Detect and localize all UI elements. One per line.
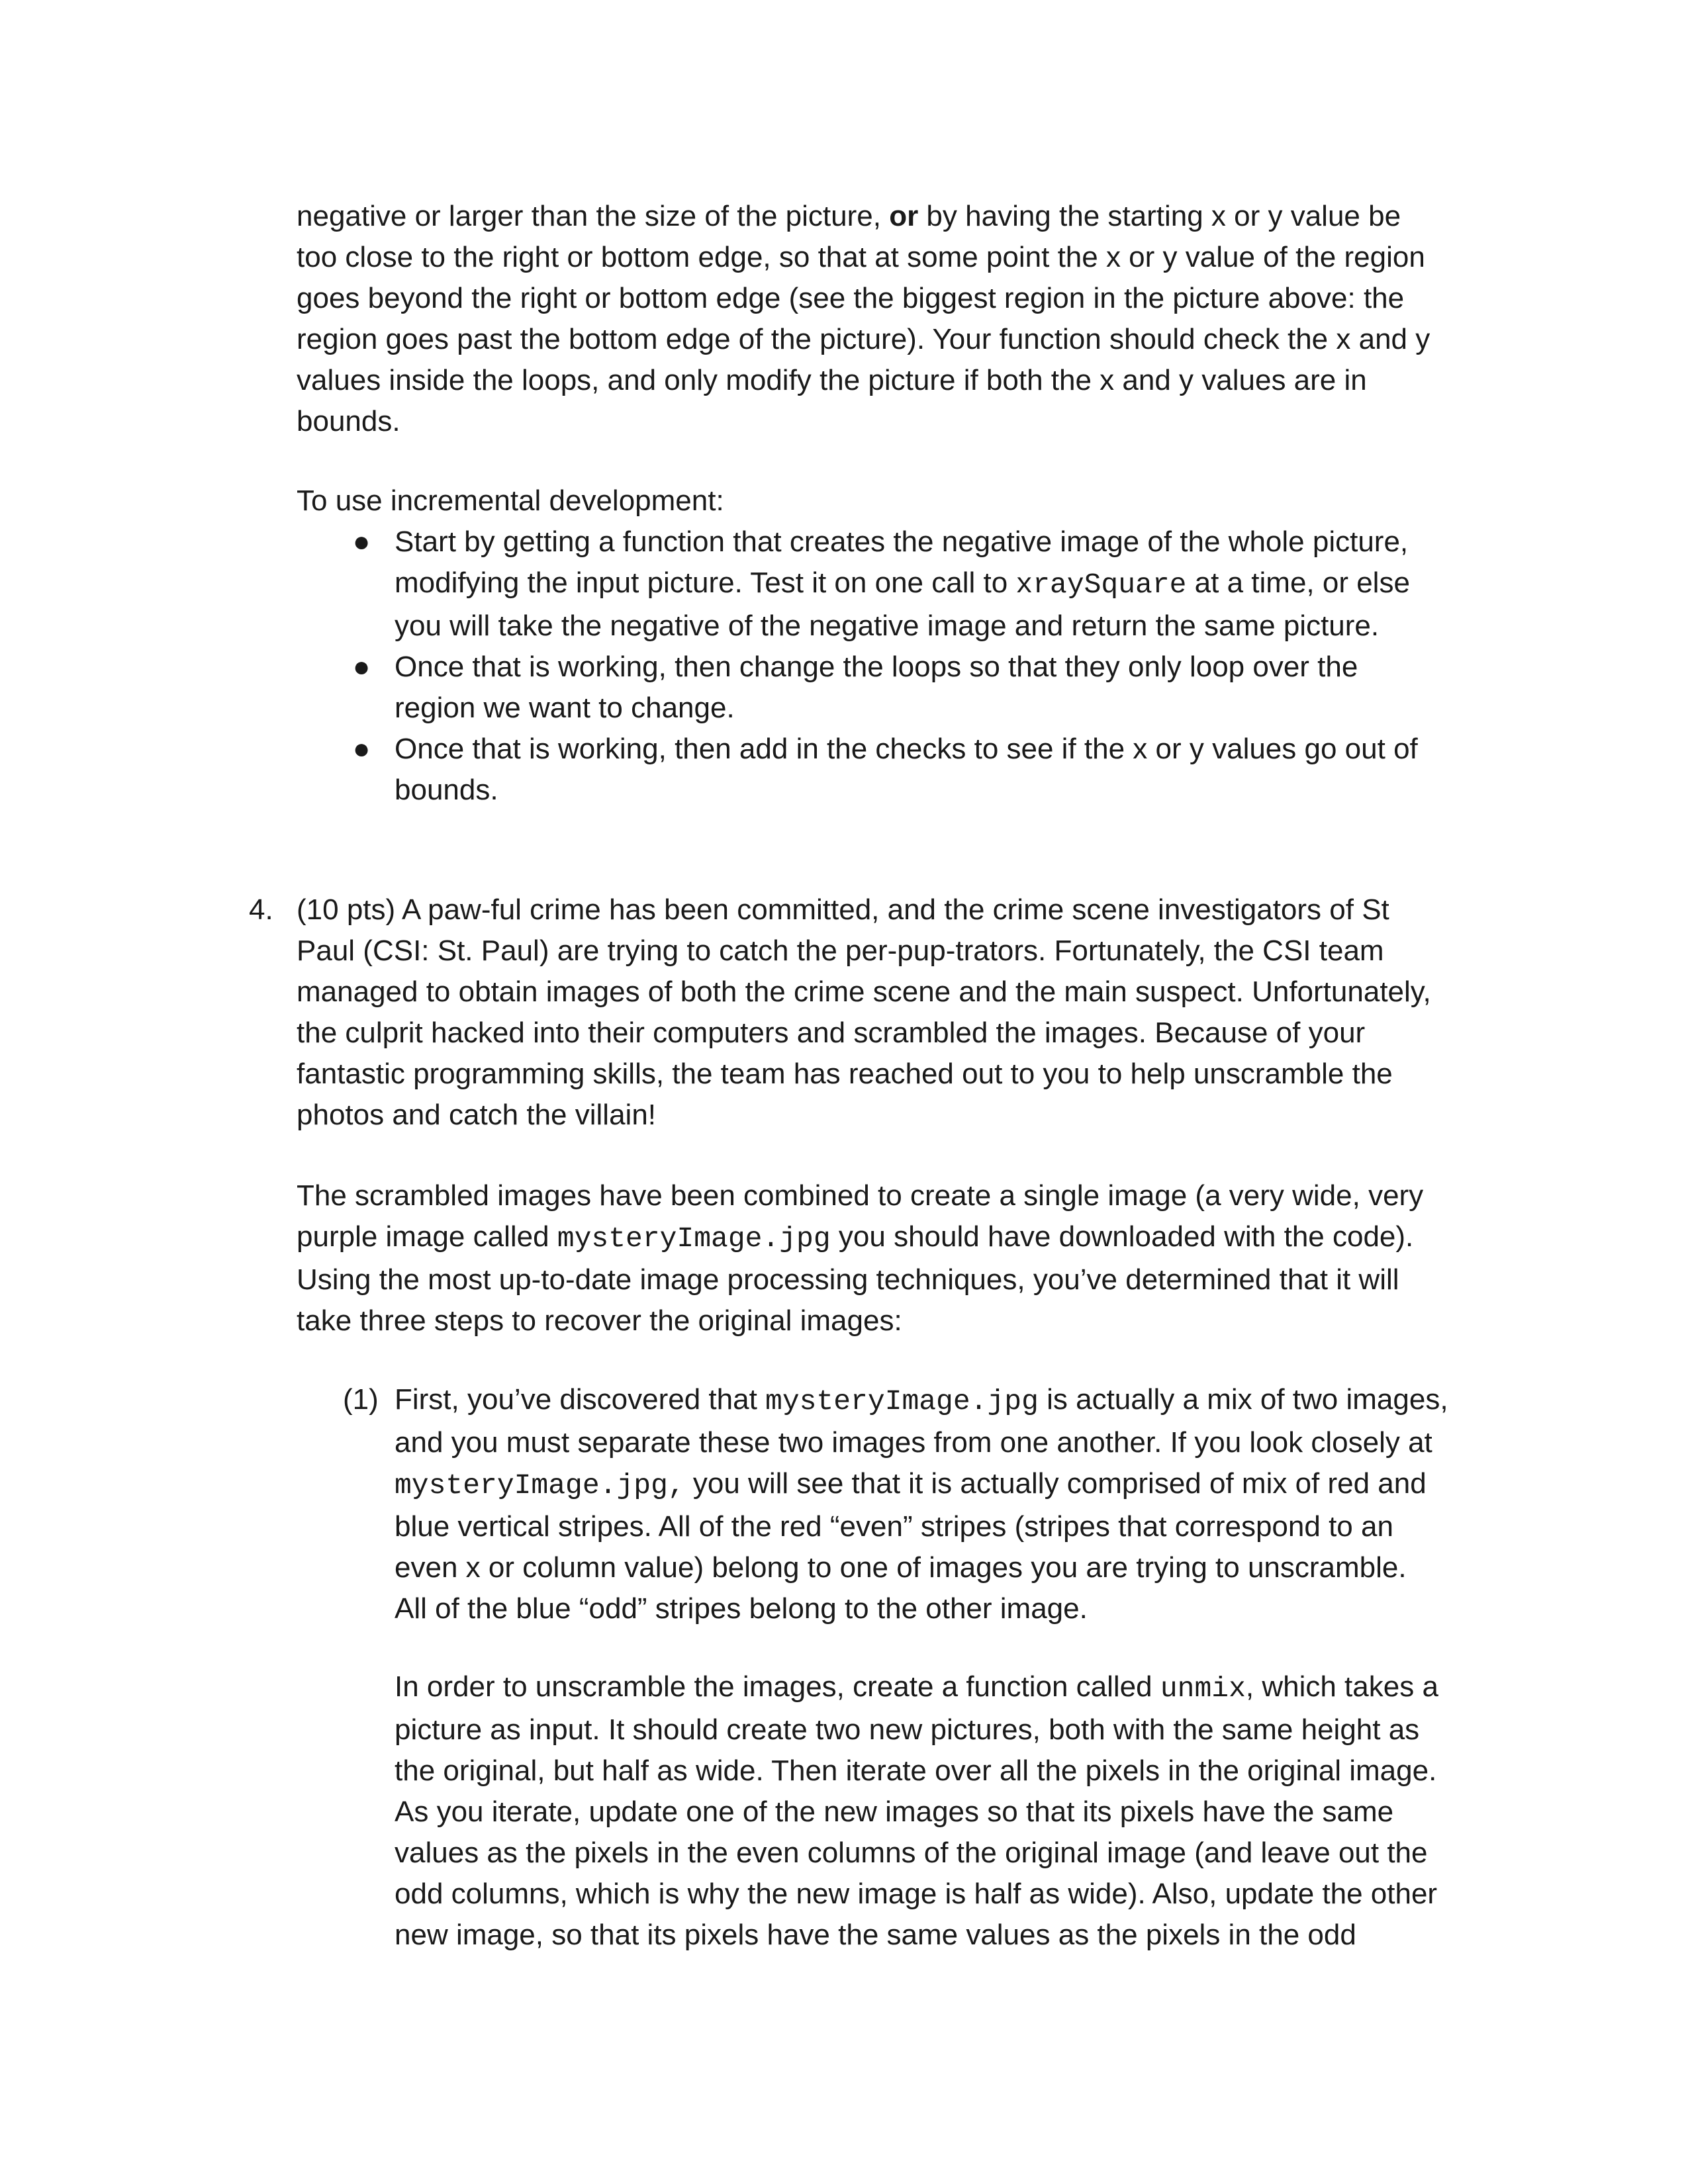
code-unmix: unmix (1160, 1672, 1246, 1705)
text-line: bounds. (395, 774, 498, 806)
text-run: negative or larger than the size of the picture, (297, 200, 890, 232)
text-line: Once that is working, then add in the checks to see if the x or y values go out of (395, 733, 1418, 765)
text-line: values inside the loops, and only modify the picture if both the x and y values are in (297, 364, 1367, 396)
text-line: region goes past the bottom edge of the picture). Your function should check the x and y (297, 323, 1430, 355)
text-line: Paul (CSI: St. Paul) are trying to catch the per-pup-trators. Fortunately, the CSI team (297, 934, 1384, 967)
text-line: goes beyond the right or bottom edge (see the biggest region in the picture above: the (297, 282, 1405, 314)
problem-number: 4. (249, 893, 273, 926)
text-line: Using the most up-to-date image processing techniques, you’ve determined that it will (297, 1263, 1399, 1296)
text-line: blue vertical stripes. All of the red “even” stripes (stripes that correspond to an (395, 1510, 1393, 1543)
bullet-item (297, 729, 1488, 811)
text-line (395, 1666, 1520, 1709)
text-line (395, 563, 1488, 606)
code-mysteryimage: mysteryImage.jpg, (395, 1469, 685, 1502)
text-line: too close to the right or bottom edge, so that at some point the x or y value of the region (297, 241, 1425, 273)
text-line: the original, but half as wide. Then iterate over all the pixels in the original image. (395, 1754, 1437, 1787)
scrambled-paragraph (297, 1175, 1488, 1342)
bullet-icon: ● (352, 651, 371, 683)
text-run: by having the starting x or y value be (918, 200, 1401, 232)
text-line: odd columns, which is why the new image is half as wide). Also, update the other (395, 1878, 1438, 1910)
text-line: (10 pts) A paw-ful crime has been committed, and the crime scene investigators of St (297, 893, 1389, 926)
bold-text: or (889, 200, 919, 232)
text-run: you should have downloaded with the code). (830, 1220, 1414, 1253)
text-line: bounds. (297, 405, 400, 437)
text-line (395, 1463, 1520, 1506)
text-line (297, 196, 1488, 237)
text-line: you will take the negative of the negative image and return the same picture. (395, 610, 1380, 642)
step-marker: (1) (343, 1383, 379, 1416)
text-line: fantastic programming skills, the team has reached out to you to help unscramble the (297, 1058, 1393, 1090)
text-run: is actually a mix of two images, (1038, 1383, 1448, 1416)
text-line: As you iterate, update one of the new images so that its pixels have the same (395, 1796, 1394, 1828)
text-line: the culprit hacked into their computers and scrambled the images. Because of your (297, 1017, 1366, 1049)
code-mysteryimage: mysteryImage.jpg (765, 1385, 1039, 1418)
text-line: and you must separate these two images from one another. If you look closely at (395, 1426, 1432, 1459)
text-run: , which takes a (1245, 1670, 1438, 1703)
text-line (297, 1216, 1488, 1259)
text-run: you will see that it is actually comprised of mix of red and (684, 1467, 1427, 1500)
text-line: picture as input. It should create two new pictures, both with the same height as (395, 1713, 1420, 1746)
text-run: purple image called (297, 1220, 557, 1253)
bullet-item (297, 647, 1488, 729)
problem4-paragraph (297, 889, 1488, 1136)
incremental-bullet-list (297, 522, 1488, 811)
bullet-item (297, 522, 1488, 647)
incremental-intro (297, 480, 1488, 522)
unmix-paragraph (395, 1666, 1520, 1956)
code-mysteryimage: mysteryImage.jpg (557, 1222, 831, 1255)
text-line: Start by getting a function that creates the negative image of the whole picture, (395, 525, 1409, 558)
text-line: To use incremental development: (297, 484, 724, 517)
text-line: The scrambled images have been combined to create a single image (a very wide, very (297, 1179, 1424, 1212)
text-run: In order to unscramble the images, create a function called (395, 1670, 1160, 1703)
text-line: photos and catch the villain! (297, 1099, 657, 1131)
text-line: values as the pixels in the even columns of the original image (and leave out the (395, 1837, 1428, 1869)
text-line: managed to obtain images of both the crime scene and the main suspect. Unfortunately, (297, 976, 1431, 1008)
continuation-paragraph (297, 196, 1488, 442)
text-line: take three steps to recover the original images: (297, 1304, 902, 1337)
text-line: All of the blue “odd” stripes belong to the other image. (395, 1592, 1088, 1625)
text-line (395, 1379, 1520, 1422)
code-xraysquare: xraySquare (1015, 569, 1187, 601)
text-line: even x or column value) belong to one of images you are trying to unscramble. (395, 1551, 1407, 1584)
text-line: region we want to change. (395, 692, 735, 724)
step1-paragraph (395, 1379, 1520, 1629)
bullet-icon: ● (352, 525, 371, 558)
text-line: new image, so that its pixels have the same values as the pixels in the odd (395, 1919, 1356, 1951)
text-run: First, you’ve discovered that (395, 1383, 766, 1416)
bullet-icon: ● (352, 733, 371, 765)
text-run: modifying the input picture. Test it on one call to (395, 567, 1016, 599)
text-line: Once that is working, then change the loops so that they only loop over the (395, 651, 1358, 683)
text-run: at a time, or else (1186, 567, 1410, 599)
